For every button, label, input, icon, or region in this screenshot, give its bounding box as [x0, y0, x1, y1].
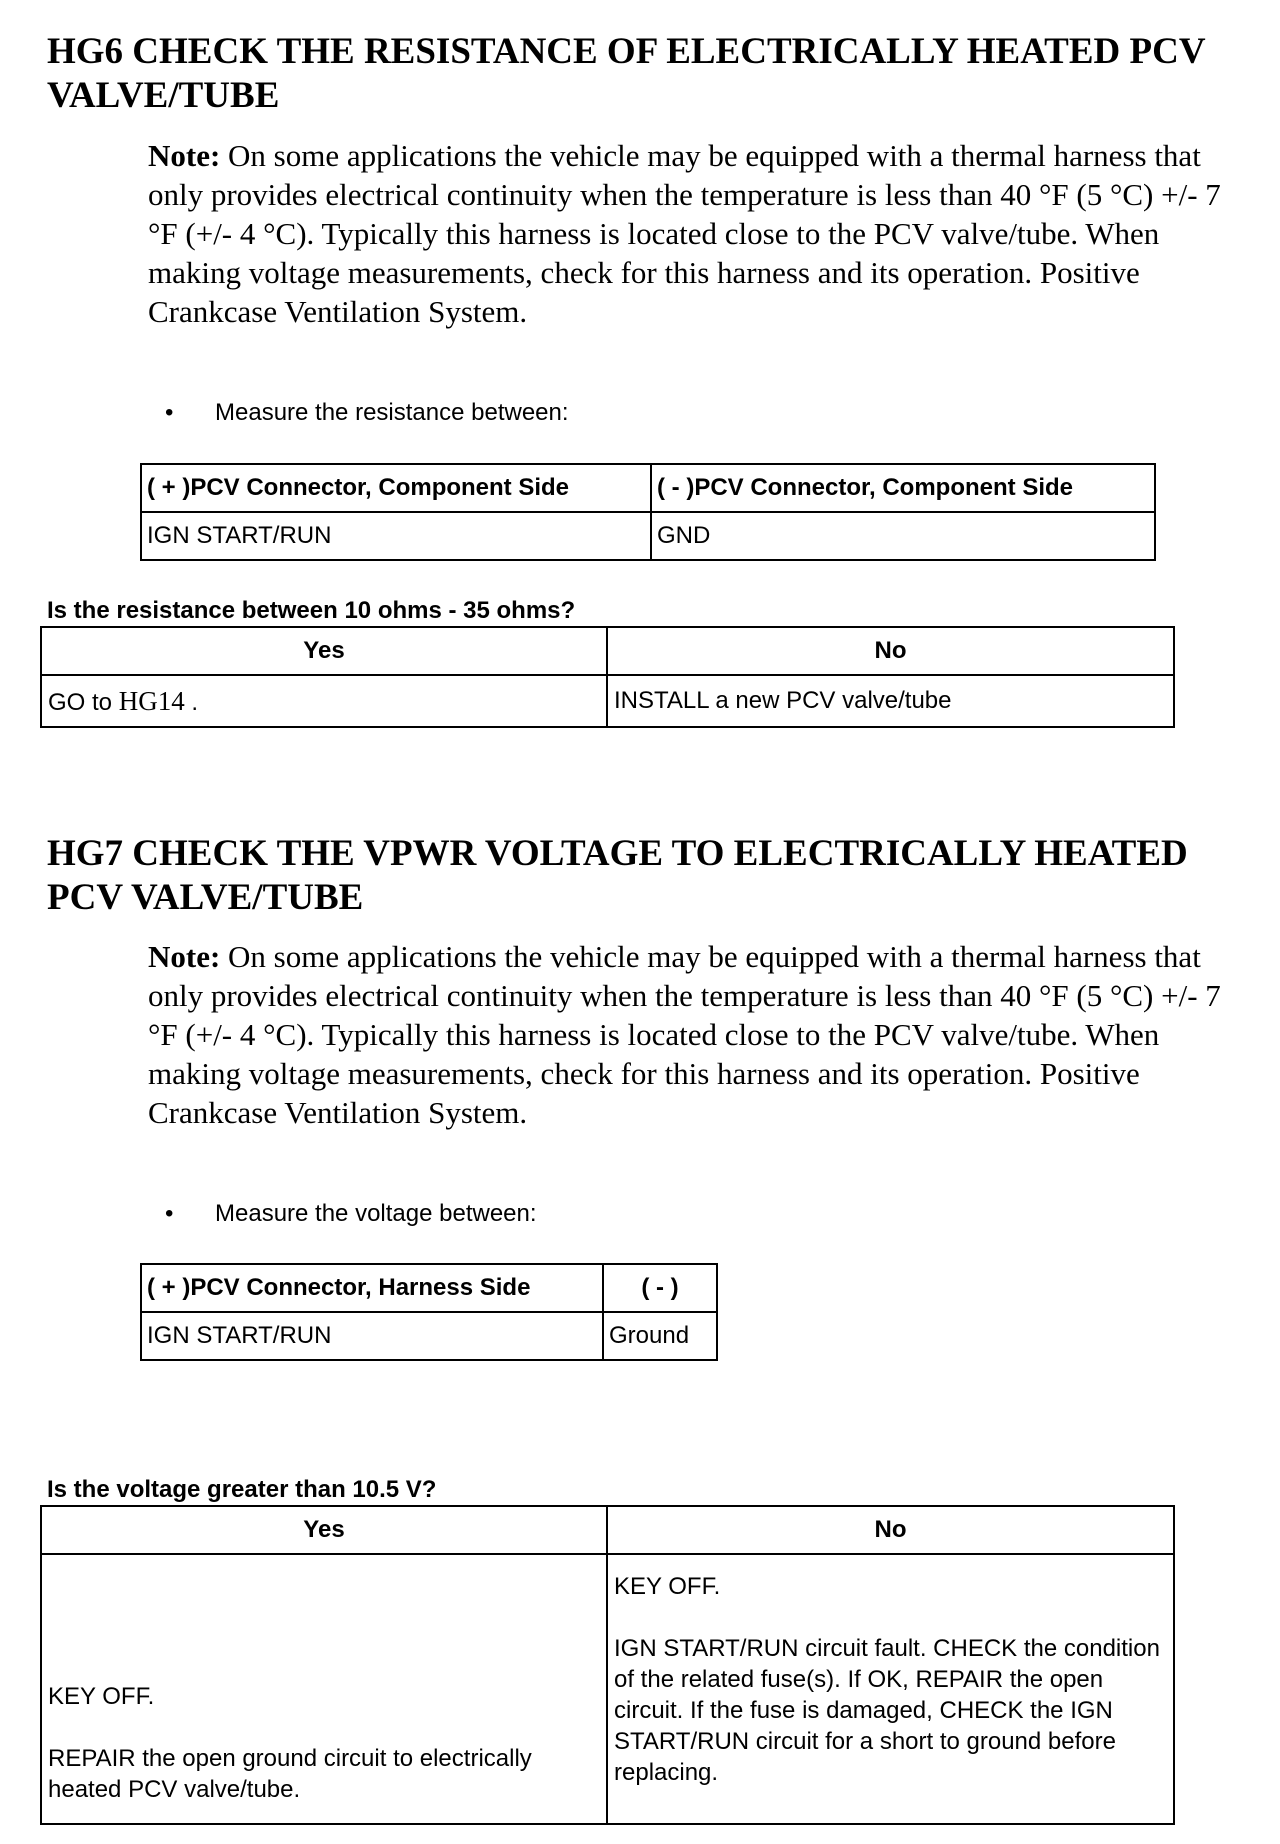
hg6-measure-header-positive: ( + )PCV Connector, Component Side: [141, 464, 651, 512]
hg6-bullet: [165, 398, 569, 428]
hg7-note-text: On some applications the vehicle may be equipped with a thermal harness that only provides electrical continuity when the temperature is less than 40 °F (5 °C) +/- 7 °F (+/- 4 °C). Typically this harness is located close to the PCV valve/tube. When making voltage measurements, check for this harness and its operation. Positive Crankcase Ventilation System.: [148, 939, 1221, 1130]
hg6-note: [148, 136, 1258, 331]
hg7-bullet: [165, 1199, 537, 1229]
bullet-icon: •: [165, 1200, 174, 1227]
hg7-yes-header: Yes: [41, 1506, 607, 1554]
hg6-yes-link[interactable]: HG14: [118, 685, 185, 716]
hg7-answer-table: [40, 1505, 1175, 1825]
hg7-yes-cell: [41, 1554, 607, 1824]
hg7-measure-table: [140, 1263, 718, 1361]
hg6-yes-cell: [41, 675, 607, 727]
hg7-yes-line: REPAIR the open ground circuit to electrically heated PCV valve/tube.: [48, 1745, 532, 1803]
bullet-icon: •: [165, 399, 174, 426]
hg6-yes-suffix: .: [191, 688, 199, 716]
hg6-question: Is the resistance between 10 ohms - 35 ohms?: [47, 597, 576, 624]
hg7-no-cell: [607, 1554, 1174, 1824]
hg6-note-text: On some applications the vehicle may be equipped with a thermal harness that only provides electrical continuity when the temperature is less than 40 °F (5 °C) +/- 7 °F (+/- 4 °C). Typically this harness is located close to the PCV valve/tube. When making voltage measurements, check for this harness and its operation. Positive Crankcase Ventilation System.: [148, 138, 1221, 329]
hg7-title: HG7 CHECK THE VPWR VOLTAGE TO ELECTRICALLY HEATED PCV VALVE/TUBE: [47, 833, 1188, 918]
hg7-bullet-text: Measure the voltage between:: [215, 1200, 537, 1227]
hg7-note: [148, 937, 1258, 1132]
hg7-no-line: KEY OFF.: [614, 1573, 721, 1600]
hg6-no-header: No: [607, 627, 1174, 675]
hg6-title: HG6 CHECK THE RESISTANCE OF ELECTRICALLY HEATED PCV VALVE/TUBE: [47, 31, 1205, 116]
hg6-measure-header-negative: ( - )PCV Connector, Component Side: [651, 464, 1155, 512]
hg7-measure-cell-negative: Ground: [603, 1312, 717, 1360]
hg7-no-line: IGN START/RUN circuit fault. CHECK the condition of the related fuse(s). If OK, REPAIR the open circuit. If the fuse is damaged, CHECK the IGN START/RUN circuit for a short to ground before replacing.: [614, 1635, 1160, 1786]
hg6-yes-header: Yes: [41, 627, 607, 675]
hg6-yes-prefix: GO to: [48, 688, 113, 716]
hg6-note-label: Note:: [148, 138, 221, 173]
hg6-measure-cell-negative: GND: [651, 512, 1155, 560]
hg7-measure-header-positive: ( + )PCV Connector, Harness Side: [141, 1264, 603, 1312]
hg7-question: Is the voltage greater than 10.5 V?: [47, 1476, 437, 1503]
hg6-measure-cell-positive: IGN START/RUN: [141, 512, 651, 560]
hg7-measure-cell-positive: IGN START/RUN: [141, 1312, 603, 1360]
hg6-answer-table: [40, 626, 1175, 728]
hg7-yes-line: KEY OFF.: [48, 1683, 155, 1710]
hg7-measure-header-negative: ( - ): [603, 1264, 717, 1312]
hg6-no-cell: INSTALL a new PCV valve/tube: [607, 675, 1174, 727]
hg6-bullet-text: Measure the resistance between:: [215, 399, 569, 426]
hg7-no-header: No: [607, 1506, 1174, 1554]
hg7-note-label: Note:: [148, 939, 221, 974]
hg6-measure-table: [140, 463, 1156, 561]
